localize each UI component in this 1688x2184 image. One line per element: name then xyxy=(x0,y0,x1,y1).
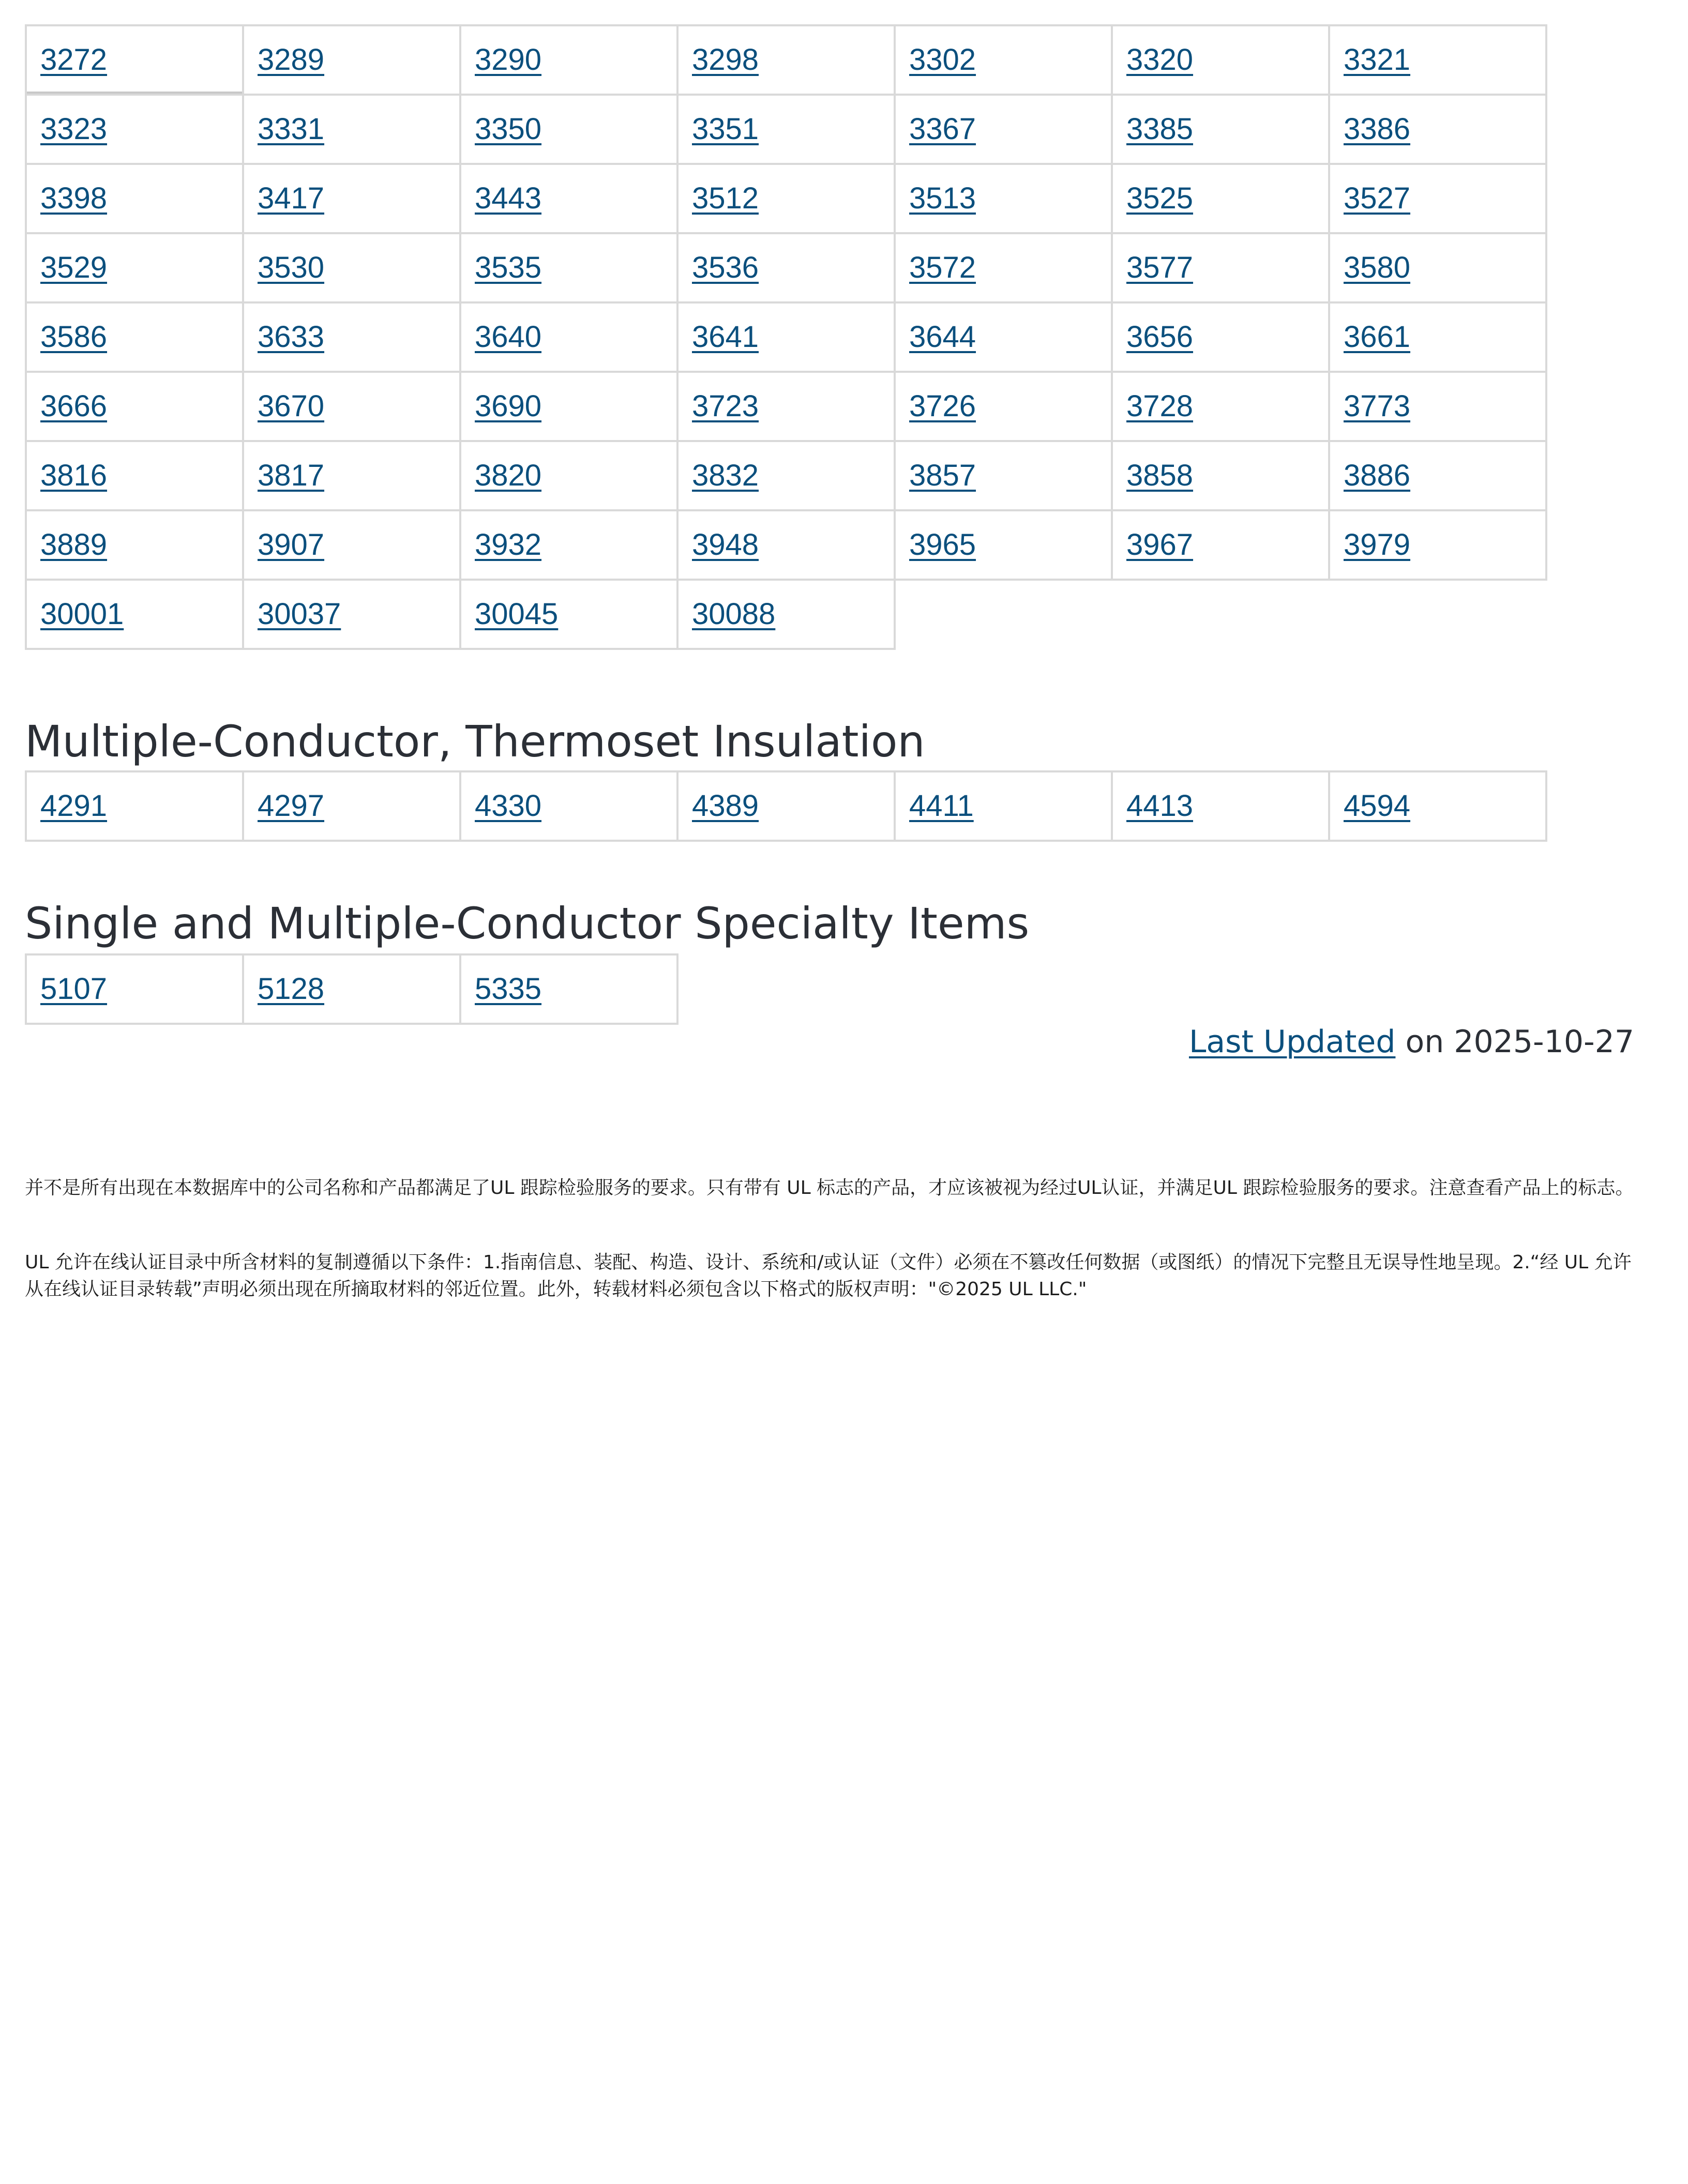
file-number-link[interactable]: 3889 xyxy=(40,528,108,562)
table-cell xyxy=(460,233,677,302)
file-number-link[interactable]: 3820 xyxy=(475,459,542,492)
file-number-link[interactable]: 3817 xyxy=(258,459,325,492)
file-number-link[interactable]: 3965 xyxy=(909,528,976,562)
file-number-link[interactable]: 3858 xyxy=(1126,459,1194,492)
table-cell xyxy=(243,302,460,372)
file-number-link[interactable]: 4291 xyxy=(40,789,108,823)
table-cell xyxy=(677,372,895,441)
table-row xyxy=(26,164,1546,233)
table-row xyxy=(26,25,1546,95)
table-cell xyxy=(677,580,895,649)
table-cell xyxy=(243,580,460,649)
table-cell xyxy=(26,372,243,441)
table-cell xyxy=(1112,302,1329,372)
file-number-link[interactable]: 3351 xyxy=(692,112,759,146)
file-number-link[interactable]: 4411 xyxy=(909,789,974,823)
file-number-link[interactable]: 4594 xyxy=(1344,789,1411,823)
file-number-link[interactable]: 3535 xyxy=(475,251,542,284)
section-heading-thermoset: Multiple-Conductor, Thermoset Insulation xyxy=(25,716,925,767)
table-row xyxy=(26,95,1546,164)
file-number-link[interactable]: 3350 xyxy=(475,112,542,146)
file-number-link[interactable]: 3816 xyxy=(40,459,108,492)
file-number-link[interactable]: 3302 xyxy=(909,43,976,77)
table-row xyxy=(26,233,1546,302)
file-number-link[interactable]: 3666 xyxy=(40,389,108,423)
file-number-link[interactable]: 3580 xyxy=(1344,251,1411,284)
table-row xyxy=(26,372,1546,441)
file-number-link[interactable]: 5107 xyxy=(40,972,108,1006)
file-number-link[interactable]: 3272 xyxy=(40,43,108,77)
file-number-link[interactable]: 3640 xyxy=(475,320,542,354)
table-row xyxy=(26,441,1546,510)
table-cell xyxy=(460,95,677,164)
file-number-link[interactable]: 30088 xyxy=(692,597,776,631)
table-cell xyxy=(1112,95,1329,164)
file-number-link[interactable]: 3967 xyxy=(1126,528,1194,562)
table-cell xyxy=(1329,95,1546,164)
table-cell xyxy=(895,233,1112,302)
table-cell xyxy=(895,95,1112,164)
last-updated-link[interactable]: Last Updated xyxy=(1188,1024,1396,1060)
file-number-link[interactable]: 3572 xyxy=(909,251,976,284)
file-number-link[interactable]: 3661 xyxy=(1344,320,1411,354)
file-number-link[interactable]: 3386 xyxy=(1344,112,1411,146)
empty-cell xyxy=(1112,580,1329,649)
specialty-table-body xyxy=(26,954,677,1024)
file-number-link[interactable]: 3670 xyxy=(258,389,325,423)
table-cell xyxy=(895,510,1112,580)
table-row xyxy=(26,580,1546,649)
table-cell xyxy=(677,233,895,302)
table-cell xyxy=(895,164,1112,233)
file-number-table-body xyxy=(26,25,1546,649)
table-cell xyxy=(460,510,677,580)
file-number-link[interactable]: 3633 xyxy=(258,320,325,354)
file-number-link[interactable]: 3529 xyxy=(40,251,108,284)
last-updated xyxy=(1189,1024,1634,1060)
table-cell xyxy=(460,25,677,95)
file-number-link[interactable]: 3948 xyxy=(692,528,759,562)
table-cell xyxy=(243,771,460,841)
table-cell xyxy=(26,25,243,95)
file-number-link[interactable]: 3690 xyxy=(475,389,542,423)
table-cell xyxy=(243,164,460,233)
file-number-link[interactable]: 3525 xyxy=(1126,181,1194,215)
file-number-link[interactable]: 3773 xyxy=(1344,389,1411,423)
file-number-link[interactable]: 4413 xyxy=(1126,789,1194,823)
file-number-link[interactable]: 3979 xyxy=(1344,528,1411,562)
table-cell xyxy=(243,441,460,510)
table-cell xyxy=(26,302,243,372)
specialty-file-number-table xyxy=(25,953,679,1025)
table-cell xyxy=(895,441,1112,510)
table-cell xyxy=(895,372,1112,441)
file-number-link[interactable]: 3726 xyxy=(909,389,976,423)
file-number-link[interactable]: 4389 xyxy=(692,789,759,823)
table-cell xyxy=(1112,510,1329,580)
table-cell xyxy=(460,771,677,841)
table-cell xyxy=(895,302,1112,372)
file-number-link[interactable]: 3417 xyxy=(258,181,325,215)
table-cell xyxy=(677,95,895,164)
file-number-link[interactable]: 3832 xyxy=(692,459,759,492)
copyright-notice: UL 允许在线认证目录中所含材料的复制遵循以下条件：1.指南信息、装配、构造、设计、系统和/或认证（文件）必须在不篡改任何数据（或图纸）的情况下完整且无误导性地呈现。2.“经 UL 允许从在线认证目录转载”声明必须出现在所摘取材料的邻近位置。此外，转载材料必须包含以下格式的版权声明："©2025 UL LLC." xyxy=(25,1252,1632,1300)
section-heading-specialty: Single and Multiple-Conductor Specialty Items xyxy=(25,898,1030,949)
file-number-link[interactable]: 3512 xyxy=(692,181,759,215)
table-cell xyxy=(1329,164,1546,233)
file-number-link[interactable]: 3331 xyxy=(258,112,325,146)
file-number-link[interactable]: 3530 xyxy=(258,251,325,284)
file-number-link[interactable]: 3857 xyxy=(909,459,976,492)
file-number-link[interactable]: 3728 xyxy=(1126,389,1194,423)
file-number-link[interactable]: 3321 xyxy=(1344,43,1411,77)
table-cell xyxy=(1112,164,1329,233)
file-number-link[interactable]: 3289 xyxy=(258,43,325,77)
table-cell xyxy=(243,510,460,580)
file-number-link[interactable]: 5128 xyxy=(258,972,325,1006)
table-cell xyxy=(26,95,243,164)
table-cell xyxy=(460,580,677,649)
table-cell xyxy=(243,372,460,441)
file-number-link[interactable]: 3513 xyxy=(909,181,976,215)
file-number-link[interactable]: 3886 xyxy=(1344,459,1411,492)
file-number-link[interactable]: 3536 xyxy=(692,251,759,284)
thermoset-file-number-table xyxy=(25,770,1547,842)
file-number-link[interactable]: 3527 xyxy=(1344,181,1411,215)
file-number-link[interactable]: 4297 xyxy=(258,789,325,823)
table-cell xyxy=(1329,510,1546,580)
table-cell xyxy=(26,164,243,233)
table-cell xyxy=(677,302,895,372)
table-cell xyxy=(1329,441,1546,510)
table-cell xyxy=(895,25,1112,95)
file-number-link[interactable]: 3398 xyxy=(40,181,108,215)
file-number-link[interactable]: 30045 xyxy=(475,597,559,631)
table-cell xyxy=(243,95,460,164)
file-number-link[interactable]: 3323 xyxy=(40,112,108,146)
table-row xyxy=(26,954,677,1024)
table-cell xyxy=(1329,233,1546,302)
thermoset-table-body xyxy=(26,771,1546,841)
file-number-link[interactable]: 3577 xyxy=(1126,251,1194,284)
table-cell xyxy=(460,954,677,1024)
table-cell xyxy=(26,580,243,649)
table-cell xyxy=(460,164,677,233)
empty-cell xyxy=(1329,580,1546,649)
table-cell xyxy=(1112,25,1329,95)
file-number-link[interactable]: 3586 xyxy=(40,320,108,354)
table-cell xyxy=(677,771,895,841)
table-cell xyxy=(1329,25,1546,95)
table-cell xyxy=(1329,372,1546,441)
table-cell xyxy=(26,233,243,302)
table-cell xyxy=(1112,372,1329,441)
table-cell xyxy=(1112,441,1329,510)
empty-cell xyxy=(895,580,1112,649)
table-cell xyxy=(26,441,243,510)
file-number-link[interactable]: 3932 xyxy=(475,528,542,562)
table-cell xyxy=(677,510,895,580)
table-cell xyxy=(677,25,895,95)
file-number-link[interactable]: 3367 xyxy=(909,112,976,146)
table-cell xyxy=(1329,771,1546,841)
file-number-link[interactable]: 3385 xyxy=(1126,112,1194,146)
table-row xyxy=(26,302,1546,372)
table-cell xyxy=(26,771,243,841)
file-number-link[interactable]: 5335 xyxy=(475,972,542,1006)
table-row xyxy=(26,510,1546,580)
table-cell xyxy=(1329,302,1546,372)
file-number-link[interactable]: 3443 xyxy=(475,181,542,215)
file-number-link[interactable]: 3907 xyxy=(258,528,325,562)
file-number-link[interactable]: 30037 xyxy=(258,597,341,631)
table-cell xyxy=(243,233,460,302)
table-cell xyxy=(243,954,460,1024)
table-cell xyxy=(460,302,677,372)
file-number-link[interactable]: 4330 xyxy=(475,789,542,823)
file-number-link[interactable]: 3656 xyxy=(1126,320,1194,354)
table-cell xyxy=(460,372,677,441)
table-cell xyxy=(460,441,677,510)
file-number-link[interactable]: 3641 xyxy=(692,320,759,354)
table-row xyxy=(26,771,1546,841)
ul-mark-disclaimer: 并不是所有出现在本数据库中的公司名称和产品都满足了UL 跟踪检验服务的要求。只有带有 UL 标志的产品，才应该被视为经过UL认证，并满足UL 跟踪检验服务的要求。注意查看产品上的标志。 xyxy=(25,1177,1634,1199)
file-number-link[interactable]: 3644 xyxy=(909,320,976,354)
file-number-table xyxy=(25,24,1547,650)
file-number-link[interactable]: 30001 xyxy=(40,597,124,631)
file-number-link[interactable]: 3320 xyxy=(1126,43,1194,77)
table-cell xyxy=(26,510,243,580)
table-cell xyxy=(26,954,243,1024)
table-cell xyxy=(677,164,895,233)
table-cell xyxy=(895,771,1112,841)
table-cell xyxy=(243,25,460,95)
table-cell xyxy=(1112,771,1329,841)
table-cell xyxy=(677,441,895,510)
file-number-link[interactable]: 3298 xyxy=(692,43,759,77)
table-cell xyxy=(1112,233,1329,302)
file-number-link[interactable]: 3290 xyxy=(475,43,542,77)
file-number-link[interactable]: 3723 xyxy=(692,389,759,423)
last-updated-date: on 2025-10-27 xyxy=(1395,1024,1634,1060)
